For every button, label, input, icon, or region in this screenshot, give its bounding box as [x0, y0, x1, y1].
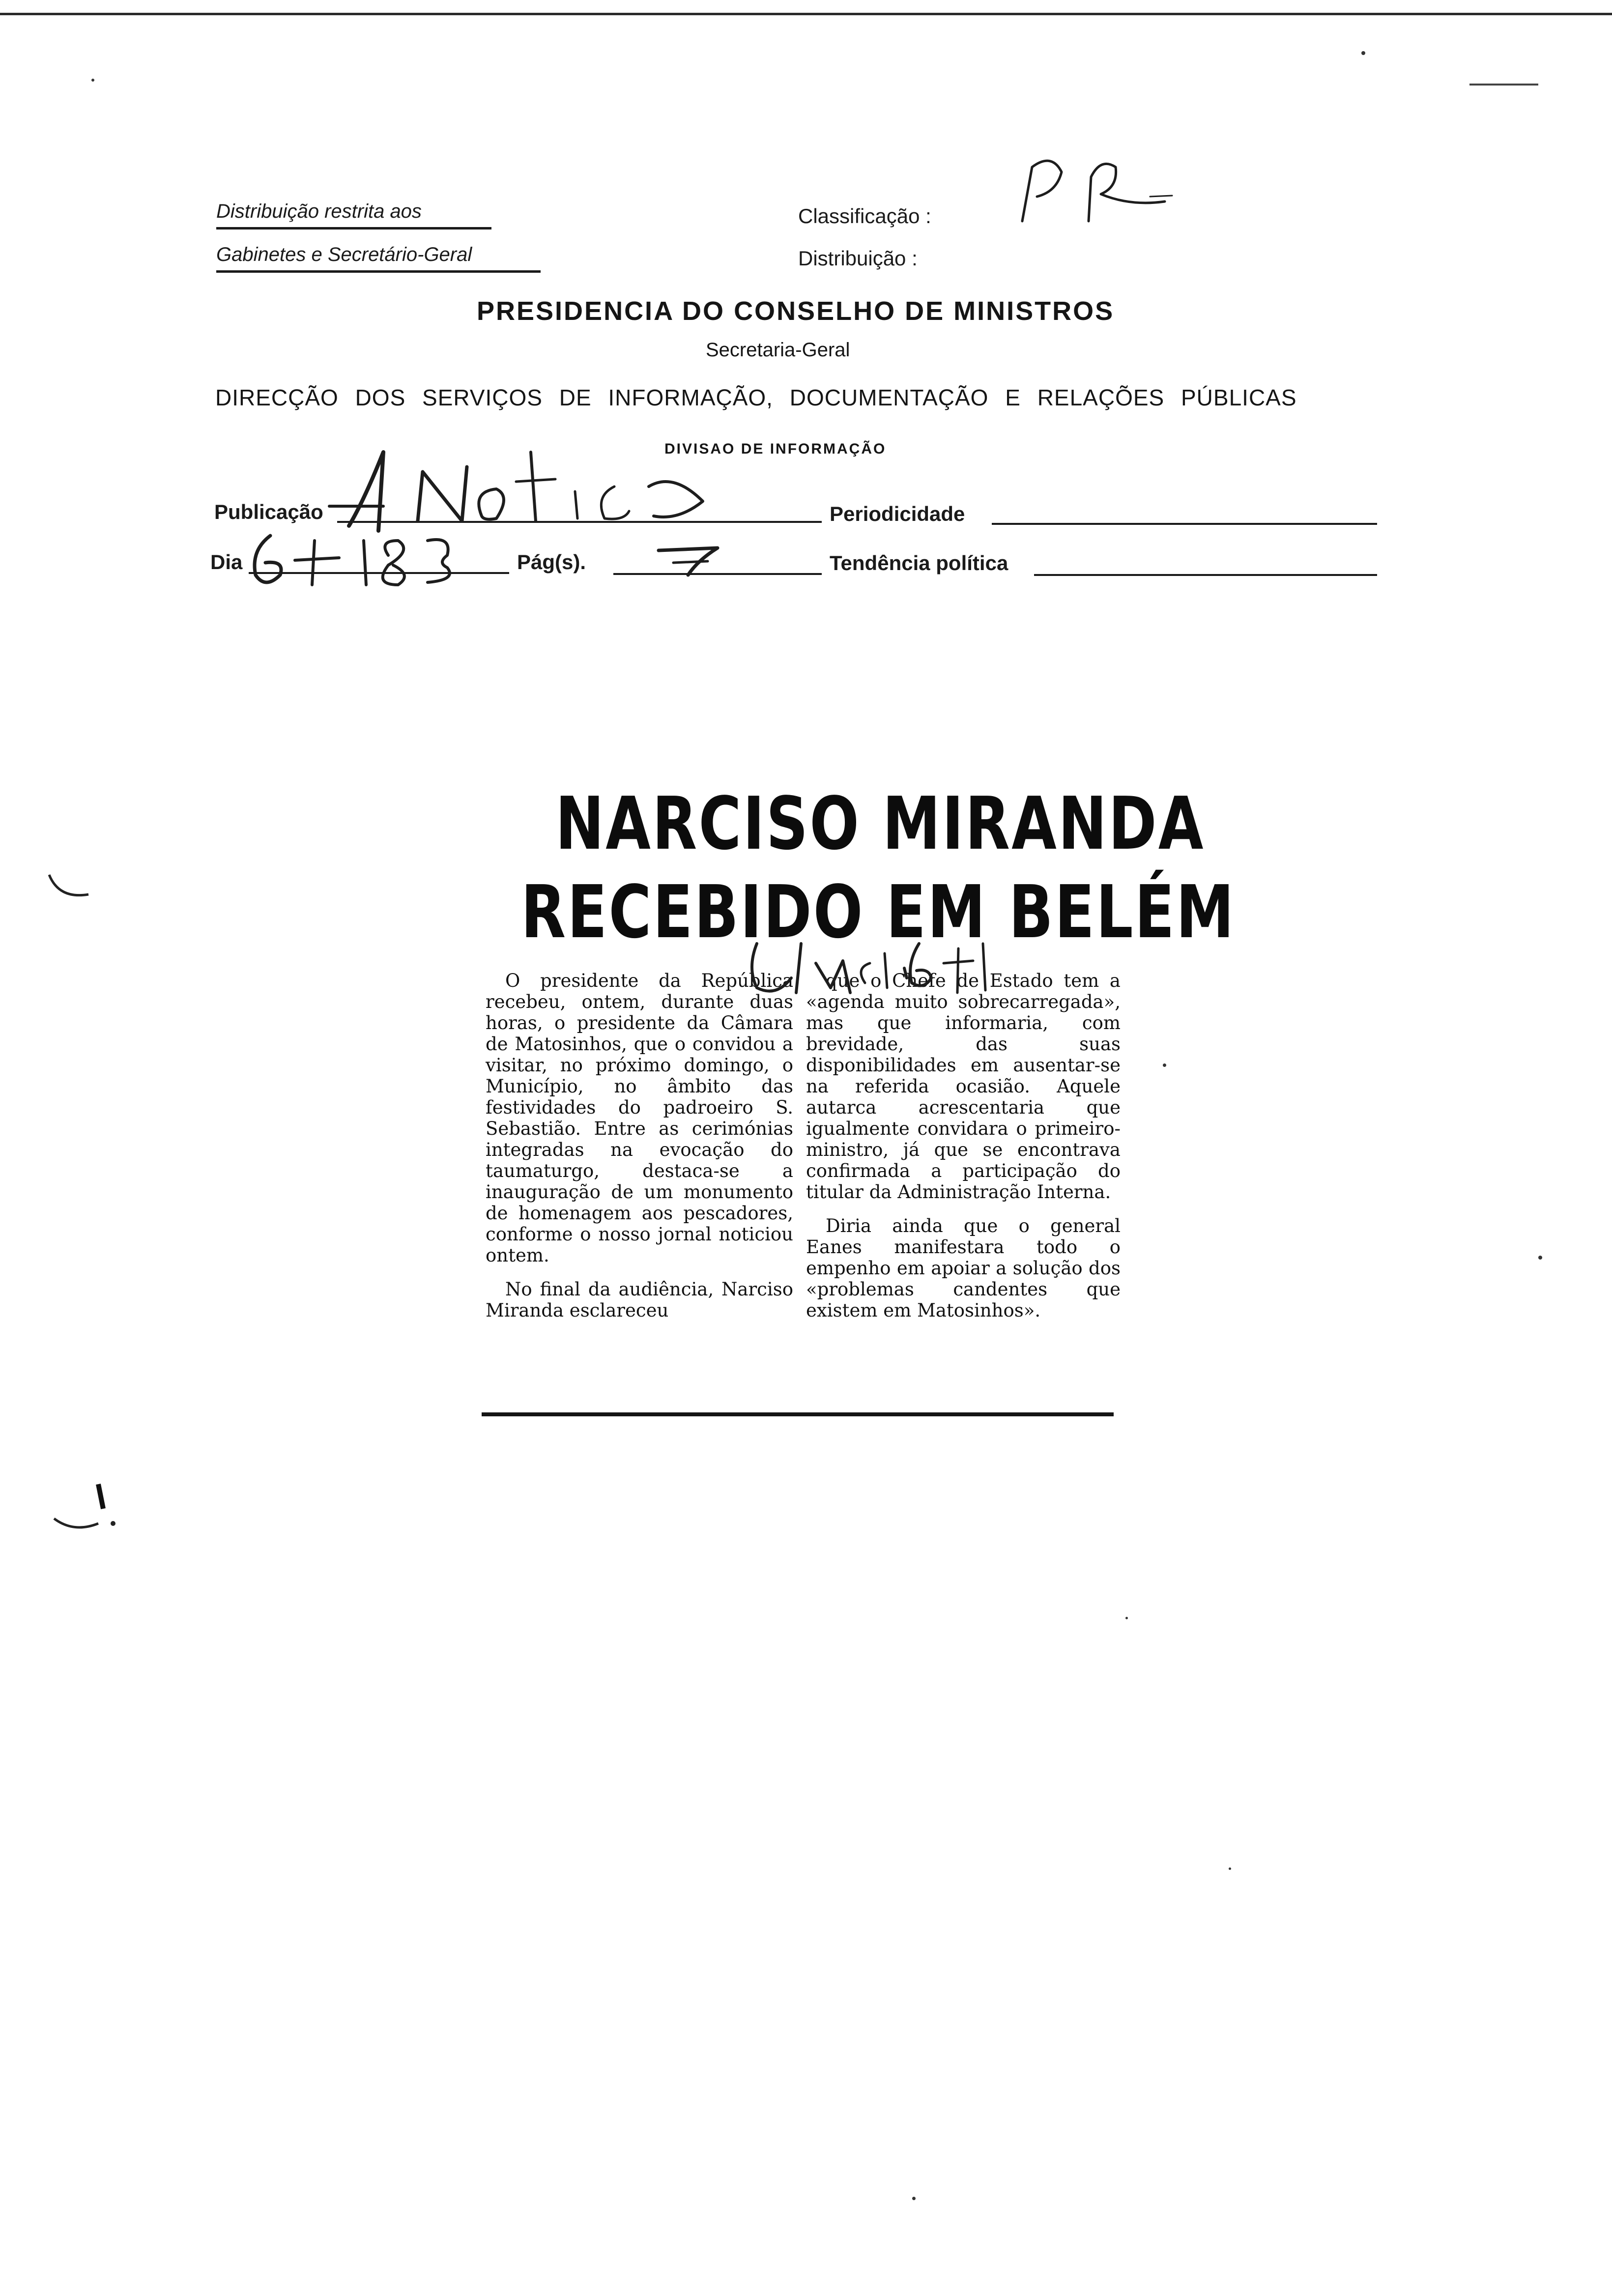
distribution-underline-2: [216, 270, 541, 273]
scan-speck: [1361, 51, 1365, 55]
headline-line-2: RECEBIDO EM BELÉM: [521, 870, 1236, 954]
distribution-line-1: Distribuição restrita aos: [216, 201, 422, 222]
handwritten-initials: [1003, 147, 1199, 246]
distribuicao-label: Distribuição :: [798, 247, 918, 270]
scan-speck: [91, 79, 94, 82]
column-1-paragraph-1: O presidente da República recebeu, ontem, durante duas horas, o presidente da Câmara de Matosinhos, que o convidou a visitar, no próximo domingo, o Município, no âmbito das festividades do padroeiro S. Sebastião. Entre as cerimónias integradas na evocação do taumaturgo, destaca-se a inauguração de um monumento de homenagem aos pescadores, conforme o nosso jornal noticiou ontem.: [486, 970, 793, 1266]
periodicidade-line: [992, 523, 1377, 525]
scan-mark-left-2: [44, 1474, 123, 1538]
column-2-paragraph-2: Diria ainda que o general Eanes manifestara todo o empenho em apoiar a solução dos «problemas candentes que existem em Matosinhos».: [806, 1215, 1121, 1321]
handwritten-date: [241, 521, 496, 595]
org-subtitle: Secretaria-Geral: [706, 339, 850, 361]
publicacao-label: Publicação: [214, 500, 323, 523]
scan-mark-top-right: [1469, 84, 1538, 86]
periodicidade-label: Periodicidade: [830, 502, 965, 525]
dia-label: Dia: [210, 550, 243, 574]
tendencia-line: [1034, 574, 1377, 576]
handwritten-page-number: [644, 536, 742, 580]
classificacao-label: Classificação :: [798, 204, 931, 228]
column-1-paragraph-2: No final da audiência, Narciso Miranda esclareceu: [486, 1279, 793, 1321]
article-column-1: [486, 970, 793, 1334]
top-rule: [0, 13, 1612, 15]
handwritten-annotation: [737, 924, 1012, 1012]
scan-speck: [1125, 1617, 1128, 1619]
distribution-line-2: Gabinetes e Secretário-Geral: [216, 244, 472, 265]
org-title: PRESIDENCIA DO CONSELHO DE MINISTROS: [477, 296, 1115, 326]
clipping-bottom-rule: [482, 1412, 1114, 1416]
scan-speck: [1163, 1063, 1166, 1067]
column-2-paragraph-1: que o Chefe de Estado tem a «agenda muito sobrecarregada», mas que informaria, com brevidade, das suas disponibilidades em ausentar-se na referida ocasião. Aquele autarca acrescentaria que igualmente convidara o primeiro-ministro, já que se encontrava confirmada a participação do titular da Administração Interna.: [806, 970, 1121, 1203]
scan-speck: [1229, 1867, 1231, 1870]
scan-speck: [912, 2197, 916, 2200]
org-department: DIRECÇÃO DOS SERVIÇOS DE INFORMAÇÃO, DOCUMENTAÇÃO E RELAÇÕES PÚBLICAS: [215, 385, 1297, 410]
headline-line-1: NARCISO MIRANDA: [555, 781, 1205, 866]
org-division: DIVISAO DE INFORMAÇÃO: [664, 441, 887, 457]
scan-speck: [1538, 1256, 1542, 1260]
pags-label: Pág(s).: [517, 550, 586, 574]
tendencia-label: Tendência política: [830, 551, 1008, 574]
article-column-2: [806, 970, 1121, 1334]
distribution-underline-1: [216, 227, 491, 230]
scan-mark-left-1: [39, 865, 93, 909]
